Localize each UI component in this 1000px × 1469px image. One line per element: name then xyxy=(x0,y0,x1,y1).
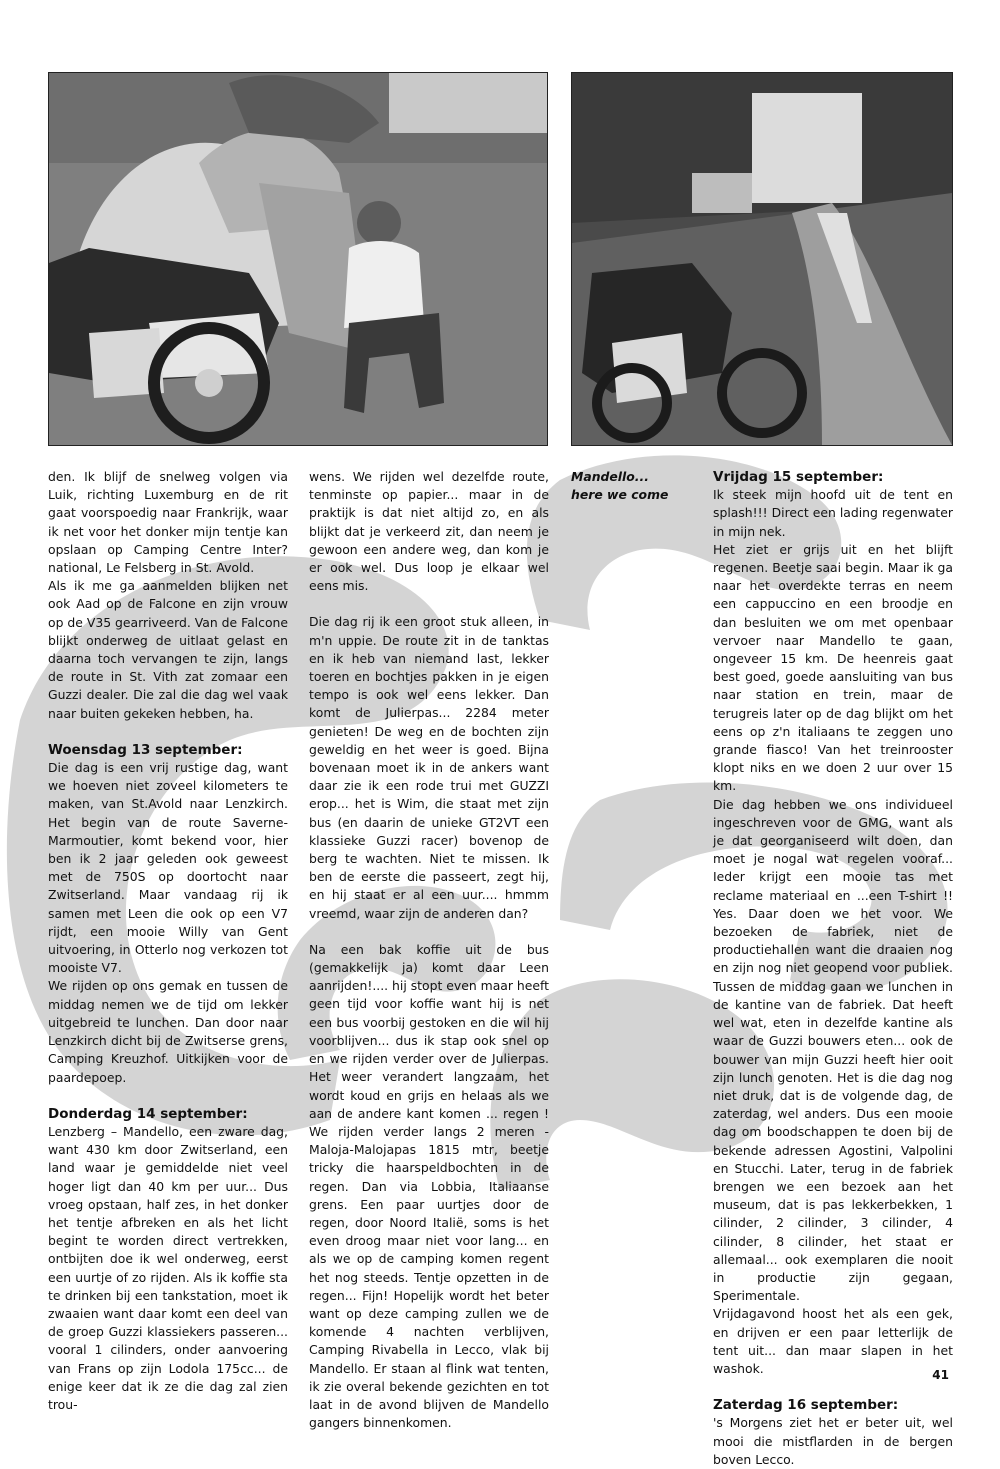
paragraph: Vrijdagavond hoost het als een gek, en drijven er een paar letterlijk de tent uit... dan maar slapen in het washok. xyxy=(713,1306,953,1376)
photo-mountain-road-motorcycle xyxy=(572,73,952,445)
paragraph: wens. We rijden wel dezelfde route, tenminste op papier... maar in de praktijk is dat niet altijd zo, en als blijkt dat je verkeerd zit, dan neem je gewoon een andere weg, dan kom je er ook wel. Dus loop je elkaar wel eens mis. xyxy=(309,469,549,594)
mountain-road-photo xyxy=(571,72,953,446)
paragraph: den. Ik blijf de snelweg volgen via Luik, richting Luxemburg en de rit gaat voorspoedig naar Frankrijk, waar ik net voor het donker mijn tentje kan opslaan op Camping Centre Inter?national, Le Felsberg in St. Avold. xyxy=(48,469,288,576)
paragraph: Die dag hebben we ons individueel ingeschreven voor de GMG, want als je dat georganiseerd wilt doen, dan moet je nogal wat regelen vooraf... Ieder krijgt een mooie tas met reclame materiaal en ...een T-shirt !! Yes. Daar doen we het voor. We bezoeken de fabriek, niet de productiehallen want die draaien nog en zijn nog niet geopend voor publiek. Tussen de middag gaan we lunchen in de kantine van de fabriek. Dat heeft wel wat, eten in dezelfde kantine als waar de Guzzi bouwers eten... ook de bouwer van mijn Guzzi heeft hier ooit zijn lunch genoten. Het is die dag nog niet druk, dat is de volgende dag, de zaterdag, wel anders. Dus een mooie dag om boodschappen te doen bij de bekende adressen Agostini, Valpolini en Stucchi. Later, terug in de fabriek brengen we een bezoek aan het museum, dat is pas lekkerbekken, 1 cilinder, 2 cilinder, 3 cilinder, 4 cilinder, 8 cilinder, het staat er allemaal... ook exemplaren die nooit in productie zijn gegaan, Sperimentale. xyxy=(713,796,953,1304)
photo-camping-motorcycle xyxy=(49,73,547,445)
page-number: 41 xyxy=(932,1368,949,1382)
photo-caption xyxy=(571,468,691,504)
section-heading: Woensdag 13 september: xyxy=(48,741,243,758)
paragraph: Na een bak koffie uit de bus (gemakkelijk ja) komt daar Leen aanrijden!.... hij stopt even maar heeft geen tijd voor koffie want hij is net een bus voorbij gestoken en die wil hij voorblijven... dus ik stap ook snel op en we rijden verder over de Julierpas. Het weer verandert langzaam, het wordt koud en grijs en helaas als we aan de andere kant komen ... regen ! We rijden verder langs 2 meren -Maloja-Malojapas 1815 mtr, beetje tricky die haarspeldbochten in de regen. Dan via Lobbia, Italiaanse grens. Een paar uurtjes door de regen, door Noord Italië, soms is het even droog maar niet voor lang... en als we op de camping komen regent het nog steeds. Tentje opzetten in de regen... Fijn! Hopelijk wordt het beter want op deze camping zullen we de komende 4 nachten verblijven, Camping Rivabella in Lecco, vlak bij Mandello. Er staan al flink wat tenten, ik zie overal bekende gezichten en tot laat in de avond blijven de Mandello gangers binnenkomen. xyxy=(309,941,550,1431)
section-heading: Vrijdag 15 september: xyxy=(713,469,884,485)
section-heading: Donderdag 14 september: xyxy=(48,1105,248,1122)
paragraph: Die dag rij ik een groot stuk alleen, in m'n uppie. De route zit in de tanktas en ik heb van niemand last, lekker toeren en bochtjes pakken in je eigen tempo is ook wel eens lekker. Dan komt de Julierpas... 2284 meter genieten! De weg en de bochten zijn geweldig en het weer is goed. Bijna bovenaan moet ik in de ankers want daar zie ik een rode trui met GUZZI erop... het is Wim, die staat met zijn bus (en daarin de unieke GT2VT een klassieke Guzzi racer) bovenop de berg te wachten. Niet te missen. Ik ben de eerste die passeert, zegt hij, en hij staat er al een uur.... hmmm vreemd, waar zijn de anderen dan? xyxy=(309,614,549,921)
caption-line: here we come xyxy=(571,487,669,503)
paragraph: 's Morgens ziet het er beter uit, wel mooi die mistflarden in de bergen boven Lecco. xyxy=(713,1415,953,1467)
article-column-1 xyxy=(48,468,288,1414)
article-column-3 xyxy=(713,468,953,1469)
caption-line: Mandello... xyxy=(571,469,649,484)
paragraph: Die dag is een vrij rustige dag, want we hoeven niet zoveel kilometers te maken, van St.Avold naar Lenzkirch. Het begin van de route Saverne-Marmoutier, komt bekend voor, hier ben ik 2 jaar geleden ook geweest met de 750S op doortocht naar Zwitserland. Maar vandaag rij ik samen met Leen die ook op een V7 rijdt, een mooie Willy van Gent uitvoering, in Otterlo nog verkozen tot mooiste V7. xyxy=(48,760,288,976)
paragraph: We rijden op ons gemak en tussen de middag nemen we de tijd om lekker uitgebreid te lunchen. Dan door naar Lenzkirch dicht bij de Zwitserse grens, Camping Kreuzhof. Uitkijken voor de paardepoep. xyxy=(48,978,288,1085)
article-column-2 xyxy=(309,468,549,1432)
paragraph: Lenzberg – Mandello, een zware dag, want 430 km door Zwitserland, een land waar je gemiddelde niet veel hoger ligt dan 40 km per uur... Dus vroeg opstaan, half zes, in het donker het tentje afbreken en als het licht begint te worden direct vertrekken, ontbijten doe ik wel onderweg, eerst een uurtje of zo rijden. Als ik koffie sta te drinken bij een tankstation, moet ik zwaaien want daar komt een deel van de groep Guzzi klassiekers passeren... vooral 1 cilinders, onder aanvoering van Frans op zijn Lodola 175cc... de enige keer dat ik ze die dag zal zien trou- xyxy=(48,1123,288,1412)
paragraph: Ik steek mijn hoofd uit de tent en splash!!! Direct een lading regenwater in mijn nek. xyxy=(713,487,953,539)
paragraph: Het ziet er grijs uit en het blijft regenen. Beetje saai begin. Maar ik ga naar het overdekte terras en neem een cappuccino en een broodje en dan besluiten we om met openbaar vervoer naar Mandello te gaan, ongeveer 15 km. De heenreis gaat best goed, goede aansluiting van bus naar station en trein, maar de terugreis later op de dag blijkt om het eens op z'n italiaans te zeggen uno grande fiasco! Van het treinrooster klopt niks en we doen 2 uur over 15 km. xyxy=(713,541,953,794)
section-heading: Zaterdag 16 september: xyxy=(713,1397,899,1414)
paragraph: Als ik me ga aanmelden blijken net ook Aad op de Falcone en zijn vrouw op de V35 gearriveerd. Van de Falcone blijkt onderweg de uitlaat gelast en daarna toch vervangen te zijn, langs de route in St. Vith zat zomaar een Guzzi dealer. Die zal die dag wel vaak naar buiten gekeken hebben, ha. xyxy=(48,578,288,721)
camping-photo xyxy=(48,72,548,446)
